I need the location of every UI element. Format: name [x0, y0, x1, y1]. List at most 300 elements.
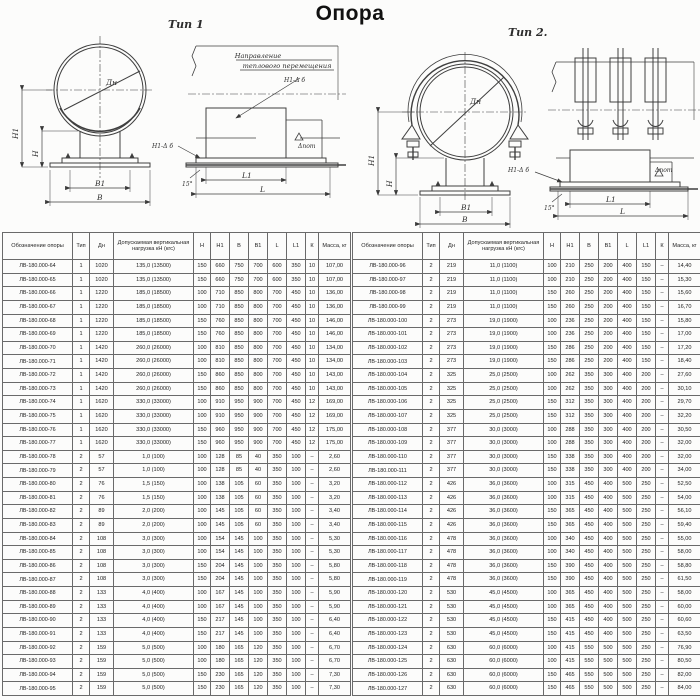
table-cell: 150: [544, 682, 561, 696]
table-cell: 350: [268, 668, 287, 682]
table-cell: 2: [423, 355, 440, 369]
table-cell: –: [306, 491, 319, 505]
table-cell: 810: [211, 355, 230, 369]
table-cell: 150: [544, 409, 561, 423]
table-cell: 165: [230, 682, 249, 696]
table-cell: 108: [90, 532, 114, 546]
table-cell: 450: [580, 614, 599, 628]
table-cell: 204: [211, 573, 230, 587]
table-cell: 100: [544, 437, 561, 451]
table-cell: 2: [423, 478, 440, 492]
table-cell: 107,00: [319, 260, 351, 274]
table-cell: 710: [211, 287, 230, 301]
table-cell: 30,0 (3000): [464, 450, 544, 464]
table-cell: 250: [637, 559, 656, 573]
table-cell: 450: [287, 328, 306, 342]
table-cell: ЛВ-180.000-72: [3, 369, 73, 383]
table-cell: 100: [544, 532, 561, 546]
l1-dim-type1: L1: [242, 171, 252, 180]
table-cell: 250: [580, 273, 599, 287]
table-cell: ЛВ-180.000-90: [3, 614, 73, 628]
table-cell: 236: [561, 314, 580, 328]
table-cell: 2: [423, 369, 440, 383]
table-cell: 32,20: [669, 409, 700, 423]
table-cell: 100: [287, 518, 306, 532]
table-cell: 100: [194, 409, 211, 423]
table-cell: 120: [249, 682, 268, 696]
col-h1: Н1: [561, 233, 580, 260]
table-cell: ЛВ-180.000-68: [3, 314, 73, 328]
table-row: [353, 655, 700, 669]
table-cell: 500: [618, 614, 637, 628]
delta-pot-label-type1: Δпот: [298, 143, 316, 150]
table-cell: 1: [73, 328, 90, 342]
table-cell: 250: [637, 682, 656, 696]
table-cell: 19,0 (1900): [464, 341, 544, 355]
table-cell: 100: [287, 655, 306, 669]
table-cell: 2: [423, 491, 440, 505]
table-cell: 400: [599, 532, 618, 546]
table-cell: 136,00: [319, 287, 351, 301]
table-cell: 300: [599, 382, 618, 396]
table-cell: 36,0 (3600): [464, 559, 544, 573]
table-cell: 450: [580, 491, 599, 505]
table-cell: 63,50: [669, 627, 700, 641]
table-cell: 500: [618, 546, 637, 560]
table-cell: ЛВ-180.000-125: [353, 655, 423, 669]
table-cell: 250: [637, 573, 656, 587]
table-cell: 450: [287, 369, 306, 383]
table-cell: 150: [544, 668, 561, 682]
col-h: Н: [544, 233, 561, 260]
table-cell: 950: [230, 437, 249, 451]
table-cell: 5,30: [319, 532, 351, 546]
table-cell: 286: [561, 355, 580, 369]
table-cell: 250: [637, 655, 656, 669]
table-row: [353, 355, 700, 369]
table-cell: 500: [618, 682, 637, 696]
table-cell: 145: [230, 559, 249, 573]
table-row: [353, 641, 700, 655]
table-cell: 76,90: [669, 641, 700, 655]
table-cell: 400: [618, 260, 637, 274]
table-cell: 150: [637, 300, 656, 314]
table-cell: 350: [268, 682, 287, 696]
table-cell: 100: [544, 600, 561, 614]
table-cell: 30,50: [669, 423, 700, 437]
table-cell: 286: [561, 341, 580, 355]
table-cell: 25,0 (2500): [464, 382, 544, 396]
table-cell: 100: [287, 573, 306, 587]
table-cell: 200: [637, 396, 656, 410]
table-cell: 2: [423, 382, 440, 396]
table-cell: –: [656, 464, 669, 478]
table-cell: 58,80: [669, 559, 700, 573]
table-cell: 500: [599, 655, 618, 669]
table-cell: 165: [230, 668, 249, 682]
table-row: [3, 668, 351, 682]
type1-label: Тип 1: [168, 18, 204, 31]
table-row: [3, 260, 351, 274]
table-cell: 800: [249, 369, 268, 383]
table-cell: 135,0 (13500): [114, 273, 194, 287]
table-cell: 145: [230, 587, 249, 601]
table-cell: 150: [194, 423, 211, 437]
table-cell: 800: [249, 382, 268, 396]
table-cell: 200: [637, 464, 656, 478]
table-cell: 450: [287, 396, 306, 410]
table-cell: 154: [211, 546, 230, 560]
col-designation: Обозначение опоры: [3, 233, 73, 260]
table-cell: ЛВ-180.000-98: [353, 287, 423, 301]
table-cell: 10: [306, 328, 319, 342]
table-cell: ЛВ-180.000-93: [3, 655, 73, 669]
table-cell: 1: [73, 437, 90, 451]
table-cell: 60: [249, 478, 268, 492]
table-cell: 200: [637, 382, 656, 396]
table-cell: 630: [440, 641, 464, 655]
table-cell: 325: [440, 382, 464, 396]
table-cell: 450: [580, 518, 599, 532]
table-cell: ЛВ-180.000-73: [3, 382, 73, 396]
table-cell: 230: [211, 682, 230, 696]
table-cell: 450: [580, 559, 599, 573]
table-cell: –: [306, 518, 319, 532]
table-cell: 2: [423, 614, 440, 628]
table-cell: 45,0 (4500): [464, 627, 544, 641]
table-cell: ЛВ-180.000-71: [3, 355, 73, 369]
table-cell: 150: [544, 287, 561, 301]
table-cell: 315: [561, 478, 580, 492]
table-cell: 10: [306, 382, 319, 396]
table-cell: ЛВ-180.000-126: [353, 668, 423, 682]
table-cell: ЛВ-180.000-75: [3, 409, 73, 423]
table-cell: 426: [440, 478, 464, 492]
col-b1: В1: [249, 233, 268, 260]
table-cell: 325: [440, 409, 464, 423]
table-cell: 400: [599, 518, 618, 532]
table-cell: ЛВ-180.000-67: [3, 300, 73, 314]
table-cell: 1,0 (100): [114, 450, 194, 464]
table-cell: 219: [440, 260, 464, 274]
table-cell: ЛВ-180.000-83: [3, 518, 73, 532]
table-cell: 630: [440, 655, 464, 669]
table-cell: –: [656, 437, 669, 451]
table-cell: 312: [561, 409, 580, 423]
table-cell: –: [656, 355, 669, 369]
table-cell: 450: [580, 600, 599, 614]
table-cell: 4,0 (400): [114, 600, 194, 614]
table-cell: 1: [73, 260, 90, 274]
table-cell: 89: [90, 505, 114, 519]
table-cell: 288: [561, 423, 580, 437]
table-row: [353, 627, 700, 641]
table-cell: –: [306, 478, 319, 492]
table-cell: ЛВ-180.000-82: [3, 505, 73, 519]
table-cell: –: [656, 396, 669, 410]
table-cell: 133: [90, 600, 114, 614]
table-cell: 1: [73, 341, 90, 355]
table-cell: ЛВ-180.000-91: [3, 627, 73, 641]
table-cell: 262: [561, 369, 580, 383]
table-cell: 10: [306, 300, 319, 314]
table-cell: 350: [268, 532, 287, 546]
table-row: [3, 627, 351, 641]
table-cell: 2: [423, 641, 440, 655]
table-cell: 4,0 (400): [114, 587, 194, 601]
h1-delta-leader-type2: Н1-Δ б: [508, 167, 529, 174]
table-cell: ЛВ-180.000-106: [353, 396, 423, 410]
table-cell: 700: [249, 260, 268, 274]
table-cell: 11,0 (1100): [464, 287, 544, 301]
table-cell: 100: [287, 478, 306, 492]
table-cell: –: [656, 627, 669, 641]
table-cell: 10: [306, 369, 319, 383]
table-cell: –: [306, 587, 319, 601]
table-cell: ЛВ-180.000-116: [353, 532, 423, 546]
table-cell: 377: [440, 437, 464, 451]
table-cell: 2: [73, 546, 90, 560]
table-cell: 30,10: [669, 382, 700, 396]
table-cell: ЛВ-180.000-110: [353, 450, 423, 464]
table-cell: 700: [268, 314, 287, 328]
table-cell: 3,40: [319, 518, 351, 532]
table-cell: 4,0 (400): [114, 627, 194, 641]
table-cell: 5,90: [319, 587, 351, 601]
table-cell: 250: [580, 300, 599, 314]
table-cell: 2: [423, 409, 440, 423]
table-cell: 400: [618, 464, 637, 478]
table-cell: 100: [194, 587, 211, 601]
table-cell: 465: [561, 682, 580, 696]
table-row: [3, 287, 351, 301]
table-cell: –: [656, 573, 669, 587]
table-cell: 350: [268, 464, 287, 478]
table-cell: 85: [230, 464, 249, 478]
table-cell: 5,80: [319, 573, 351, 587]
table-cell: 10: [306, 341, 319, 355]
table-cell: 100: [194, 355, 211, 369]
col-b: В: [230, 233, 249, 260]
table-cell: 2: [423, 518, 440, 532]
table-cell: 350: [580, 369, 599, 383]
table-cell: 36,0 (3600): [464, 478, 544, 492]
table-cell: 5,80: [319, 559, 351, 573]
table-cell: 2: [423, 559, 440, 573]
table-cell: 400: [599, 587, 618, 601]
table-cell: 550: [580, 641, 599, 655]
table-cell: 167: [211, 587, 230, 601]
table-cell: 600: [268, 273, 287, 287]
table-cell: 350: [580, 396, 599, 410]
type2-side-view: [535, 48, 700, 220]
table-cell: 450: [287, 341, 306, 355]
table-cell: 350: [268, 655, 287, 669]
table-cell: 400: [599, 573, 618, 587]
table-cell: 36,0 (3600): [464, 546, 544, 560]
table-row: [3, 341, 351, 355]
table-cell: 377: [440, 423, 464, 437]
table-cell: 10: [306, 355, 319, 369]
table-cell: 860: [211, 382, 230, 396]
table-cell: 100: [194, 655, 211, 669]
header-row: [353, 233, 700, 260]
table-cell: 900: [249, 409, 268, 423]
table-cell: 14,40: [669, 260, 700, 274]
table-row: [3, 532, 351, 546]
table-cell: 18,40: [669, 355, 700, 369]
table-cell: 12: [306, 437, 319, 451]
table-cell: 210: [561, 273, 580, 287]
table-row: [3, 491, 351, 505]
table-cell: 1620: [90, 396, 114, 410]
table-cell: 36,0 (3600): [464, 518, 544, 532]
table-cell: 120: [249, 641, 268, 655]
table-cell: 3,20: [319, 478, 351, 492]
table-cell: –: [656, 655, 669, 669]
table-cell: 100: [194, 300, 211, 314]
table-cell: 700: [268, 396, 287, 410]
table-cell: ЛВ-180.000-78: [3, 450, 73, 464]
table-cell: 250: [580, 260, 599, 274]
table-cell: 150: [544, 505, 561, 519]
table-cell: 150: [544, 396, 561, 410]
table-cell: 100: [544, 328, 561, 342]
table-cell: 550: [580, 655, 599, 669]
table-cell: 700: [268, 423, 287, 437]
table-cell: 40: [249, 464, 268, 478]
table-cell: 800: [249, 355, 268, 369]
h1-delta-note-type1: Н1-Δ б: [284, 77, 305, 84]
table-cell: –: [656, 546, 669, 560]
table-cell: 185,0 (18500): [114, 287, 194, 301]
table-cell: 2: [73, 559, 90, 573]
table-cell: 150: [194, 682, 211, 696]
table-cell: 150: [544, 627, 561, 641]
table-cell: 5,0 (500): [114, 668, 194, 682]
table-cell: 200: [599, 260, 618, 274]
table-cell: ЛВ-180.000-112: [353, 478, 423, 492]
table-cell: 400: [618, 314, 637, 328]
table-cell: 200: [637, 409, 656, 423]
table-cell: 250: [637, 600, 656, 614]
table-cell: 30,0 (3000): [464, 423, 544, 437]
table-cell: 300: [599, 423, 618, 437]
table-cell: 108: [90, 573, 114, 587]
table-row: [353, 682, 700, 696]
table-cell: ЛВ-180.000-105: [353, 382, 423, 396]
table-cell: 450: [287, 437, 306, 451]
table-cell: –: [656, 614, 669, 628]
table-row: [353, 478, 700, 492]
b-dim-type2: В: [462, 215, 468, 224]
col-mass: Масса, кг: [319, 233, 351, 260]
table-cell: 45,0 (4500): [464, 614, 544, 628]
angle-label-type1: 15°: [182, 181, 193, 188]
table-cell: 400: [599, 559, 618, 573]
table-cell: 169,00: [319, 396, 351, 410]
table-cell: 500: [618, 668, 637, 682]
table-cell: 236: [561, 328, 580, 342]
table-cell: –: [656, 382, 669, 396]
table-row: [353, 369, 700, 383]
table-cell: –: [656, 532, 669, 546]
table-cell: 860: [211, 369, 230, 383]
table-cell: 330,0 (33000): [114, 423, 194, 437]
table-cell: 330,0 (33000): [114, 396, 194, 410]
table-cell: 2: [423, 450, 440, 464]
table-cell: 400: [599, 505, 618, 519]
table-cell: 260: [561, 287, 580, 301]
table-cell: 143,00: [319, 369, 351, 383]
table-cell: 630: [440, 668, 464, 682]
table-cell: 700: [268, 300, 287, 314]
table-cell: 450: [287, 409, 306, 423]
table-cell: 400: [599, 627, 618, 641]
table-cell: 300: [599, 409, 618, 423]
table-cell: 12: [306, 423, 319, 437]
table-cell: 2: [73, 600, 90, 614]
table-cell: ЛВ-180.000-104: [353, 369, 423, 383]
table-cell: ЛВ-180.000-64: [3, 260, 73, 274]
table-row: [353, 287, 700, 301]
table-cell: –: [656, 641, 669, 655]
table-cell: 100: [287, 668, 306, 682]
col-dn: Дн: [90, 233, 114, 260]
table-cell: 1: [73, 355, 90, 369]
table-row: [3, 655, 351, 669]
table-cell: 390: [561, 573, 580, 587]
table-cell: 2: [423, 314, 440, 328]
table-cell: 145: [230, 614, 249, 628]
spec-table-left: [2, 232, 351, 696]
table-cell: 11,0 (1100): [464, 273, 544, 287]
table-cell: 350: [268, 600, 287, 614]
table-cell: 250: [580, 314, 599, 328]
table-cell: 100: [544, 655, 561, 669]
table-row: [353, 273, 700, 287]
col-dn: Дн: [440, 233, 464, 260]
table-cell: 57: [90, 450, 114, 464]
table-cell: ЛВ-180.000-113: [353, 491, 423, 505]
table-cell: 100: [287, 587, 306, 601]
table-row: [3, 546, 351, 560]
col-k: К: [306, 233, 319, 260]
table-cell: ЛВ-180.000-65: [3, 273, 73, 287]
table-row: [3, 382, 351, 396]
table-cell: 60: [249, 518, 268, 532]
table-row: [353, 464, 700, 478]
table-cell: 100: [544, 491, 561, 505]
table-cell: 52,50: [669, 478, 700, 492]
table-row: [353, 573, 700, 587]
table-cell: 350: [268, 546, 287, 560]
table-cell: 61,50: [669, 573, 700, 587]
table-cell: 350: [268, 491, 287, 505]
table-row: [353, 614, 700, 628]
table-row: [353, 300, 700, 314]
table-cell: 84,00: [669, 682, 700, 696]
table-cell: 450: [580, 587, 599, 601]
table-cell: 169,00: [319, 409, 351, 423]
table-cell: 2: [423, 532, 440, 546]
table-cell: ЛВ-180.000-79: [3, 464, 73, 478]
table-cell: 338: [561, 450, 580, 464]
table-cell: ЛВ-180.000-99: [353, 300, 423, 314]
table-cell: 600: [268, 260, 287, 274]
table-cell: 377: [440, 450, 464, 464]
table-cell: 500: [618, 559, 637, 573]
